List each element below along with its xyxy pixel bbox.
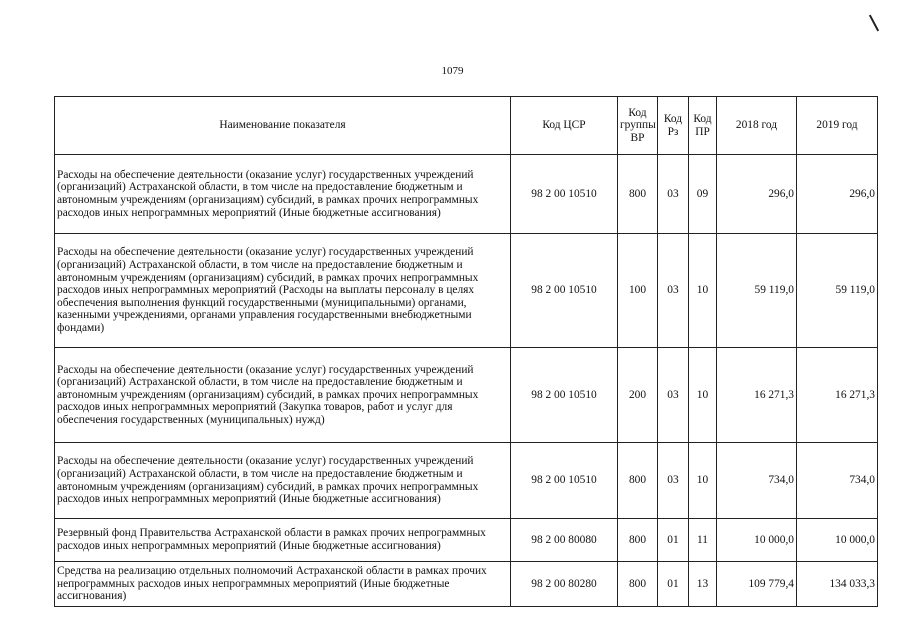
cell-pr: 10 [689, 234, 717, 348]
table-body [55, 155, 878, 607]
cell-csr: 98 2 00 80080 [511, 519, 618, 562]
table-row [55, 234, 878, 348]
cell-2019: 734,0 [797, 443, 878, 519]
budget-table [54, 96, 878, 607]
cell-vr: 100 [618, 234, 658, 348]
header-2019: 2019 год [797, 97, 878, 155]
cell-2018: 10 000,0 [717, 519, 797, 562]
cell-rz: 03 [658, 443, 689, 519]
table-row [55, 562, 878, 607]
cell-vr: 800 [618, 155, 658, 234]
table-row [55, 348, 878, 443]
cell-2018: 296,0 [717, 155, 797, 234]
cell-csr: 98 2 00 80280 [511, 562, 618, 607]
cell-2019: 10 000,0 [797, 519, 878, 562]
header-rz: Код Рз [658, 97, 689, 155]
cell-rz: 03 [658, 155, 689, 234]
cell-vr: 200 [618, 348, 658, 443]
cell-pr: 11 [689, 519, 717, 562]
cell-vr: 800 [618, 443, 658, 519]
table-row [55, 519, 878, 562]
cell-name: Расходы на обеспечение деятельности (оказание услуг) государственных учреждений (организаций) Астраханской области, в том числе на предоставление бюджетным и автономным учреждениям (организациям) субсидий, в рамках прочих непрограммных расходов иных непрограммных мероприятий (Иные бюджетные ассигнования) [55, 443, 511, 519]
cell-2019: 16 271,3 [797, 348, 878, 443]
cell-2019: 59 119,0 [797, 234, 878, 348]
cell-name: Средства на реализацию отдельных полномочий Астраханской области в рамках прочих непрограммных расходов иных непрограммных мероприятий (Иные бюджетные ассигнования) [55, 562, 511, 607]
cell-csr: 98 2 00 10510 [511, 234, 618, 348]
cell-2018: 59 119,0 [717, 234, 797, 348]
cell-name: Расходы на обеспечение деятельности (оказание услуг) государственных учреждений (организаций) Астраханской области, в том числе на предоставление бюджетным и автономным учреждениям (организациям) субсидий, в рамках прочих непрограммных расходов иных непрограммных мероприятий (Иные бюджетные ассигнования) [55, 155, 511, 234]
page-number: 1079 [441, 65, 464, 77]
cell-pr: 10 [689, 348, 717, 443]
cell-pr: 10 [689, 443, 717, 519]
cell-rz: 03 [658, 348, 689, 443]
cell-csr: 98 2 00 10510 [511, 443, 618, 519]
cell-2018: 109 779,4 [717, 562, 797, 607]
cell-pr: 09 [689, 155, 717, 234]
header-2018: 2018 год [717, 97, 797, 155]
pen-mark [869, 15, 879, 32]
header-vr: Код группы ВР [618, 97, 658, 155]
cell-2018: 16 271,3 [717, 348, 797, 443]
cell-csr: 98 2 00 10510 [511, 348, 618, 443]
cell-2019: 134 033,3 [797, 562, 878, 607]
header-name: Наименование показателя [55, 97, 511, 155]
cell-pr: 13 [689, 562, 717, 607]
cell-rz: 01 [658, 519, 689, 562]
cell-rz: 03 [658, 234, 689, 348]
cell-vr: 800 [618, 562, 658, 607]
cell-name: Резервный фонд Правительства Астраханской области в рамках прочих непрограммных расходов иных непрограммных мероприятий (Иные бюджетные ассигнования) [55, 519, 511, 562]
header-pr: Код ПР [689, 97, 717, 155]
cell-rz: 01 [658, 562, 689, 607]
cell-name: Расходы на обеспечение деятельности (оказание услуг) государственных учреждений (организаций) Астраханской области, в том числе на предоставление бюджетным и автономным учреждениям (организациям) субсидий, в рамках прочих непрограммных расходов иных непрограммных мероприятий (Закупка товаров, работ и услуг для обеспечения государственных (муниципальных) нужд) [55, 348, 511, 443]
table-row [55, 443, 878, 519]
cell-name: Расходы на обеспечение деятельности (оказание услуг) государственных учреждений (организаций) Астраханской области, в том числе на предоставление бюджетным и автономным учреждениям (организациям) субсидий, в рамках прочих непрограммных расходов иных непрограммных мероприятий (Расходы на выплаты персоналу в целях обеспечения выполнения функций государственными (муниципальными) органами, казенными учреждениями, органами управления государственными внебюджетными фондами) [55, 234, 511, 348]
cell-csr: 98 2 00 10510 [511, 155, 618, 234]
table-row [55, 155, 878, 234]
cell-2018: 734,0 [717, 443, 797, 519]
cell-2019: 296,0 [797, 155, 878, 234]
header-csr: Код ЦСР [511, 97, 618, 155]
cell-vr: 800 [618, 519, 658, 562]
header-row [55, 97, 878, 155]
